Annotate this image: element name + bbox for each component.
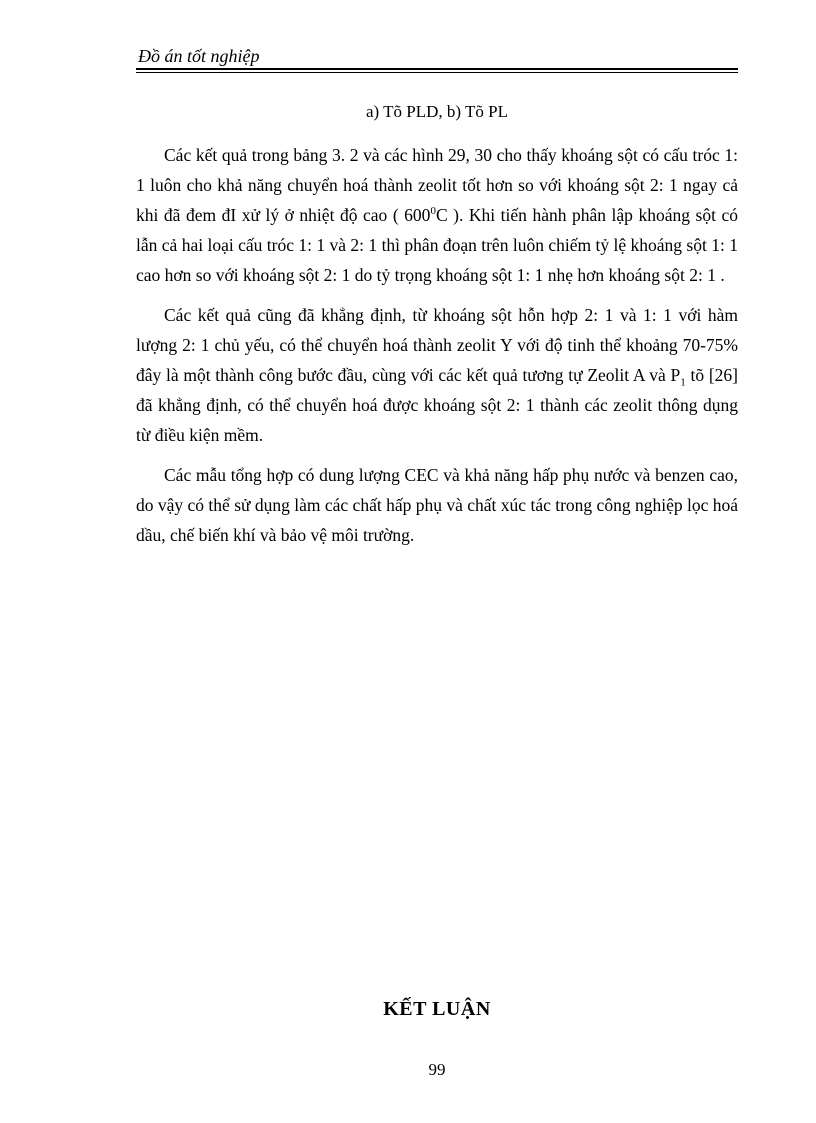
paragraph-1 (136, 140, 738, 290)
paragraph-2-subscript: 1 (680, 376, 686, 389)
body-text (136, 140, 738, 560)
paragraph-2-part-b: tõ [26] đã khẳng định, có thể chuyển hoá được khoáng sột 2: 1 thành các zeolit thông dụng từ điều kiện mềm. (136, 365, 738, 445)
page-number: 99 (428, 1060, 446, 1079)
paragraph-1-part-b: C ). Khi tiến hành phân lập khoáng sột có lẫn cả hai loại cấu tróc 1: 1 và 2: 1 thì phân đoạn trên luôn chiếm tỷ lệ khoáng sột 1: 1 cao hơn so với khoáng sột 2: 1 do tỷ trọng khoáng sột 1: 1 nhẹ hơn khoáng sột 2: 1 . (136, 205, 738, 285)
header-title: Đồ án tốt nghiệp (138, 46, 260, 66)
header-rule-thick (136, 68, 738, 70)
section-heading: KẾT LUẬN (383, 998, 491, 1020)
paragraph-2-part-a: Các kết quả cũng đã khẳng định, từ khoáng sột hỗn hợp 2: 1 và 1: 1 với hàm lượng 2: 1 chủ yếu, có thể chuyển hoá thành zeolit Y với độ tinh thể khoảng 70-75% đây là một thành công bước đầu, cùng với các kết quả tương tự Zeolit A và P (136, 305, 738, 385)
paragraph-1-part-a: Các kết quả trong bảng 3. 2 và các hình 29, 30 cho thấy khoáng sột có cấu tróc 1: 1 luôn cho khả năng chuyển hoá thành zeolit tốt hơn so với khoáng sột 2: 1 ngay cả khi đã đem đI xử lý ở nhiệt độ cao ( 600 (136, 145, 738, 225)
paragraph-2 (136, 300, 738, 450)
paragraph-3: Các mẫu tổng hợp có dung lượng CEC và khả năng hấp phụ nước và benzen cao, do vậy có thể sử dụng làm các chất hấp phụ và chất xúc tác trong công nghiệp lọc hoá dầu, chế biến khí và bảo vệ môi trường. (136, 465, 738, 545)
header-rule-thin (136, 72, 738, 73)
figure-caption: a) Tõ PLD, b) Tõ PL (366, 102, 508, 121)
paragraph-1-superscript: 0 (430, 205, 436, 218)
